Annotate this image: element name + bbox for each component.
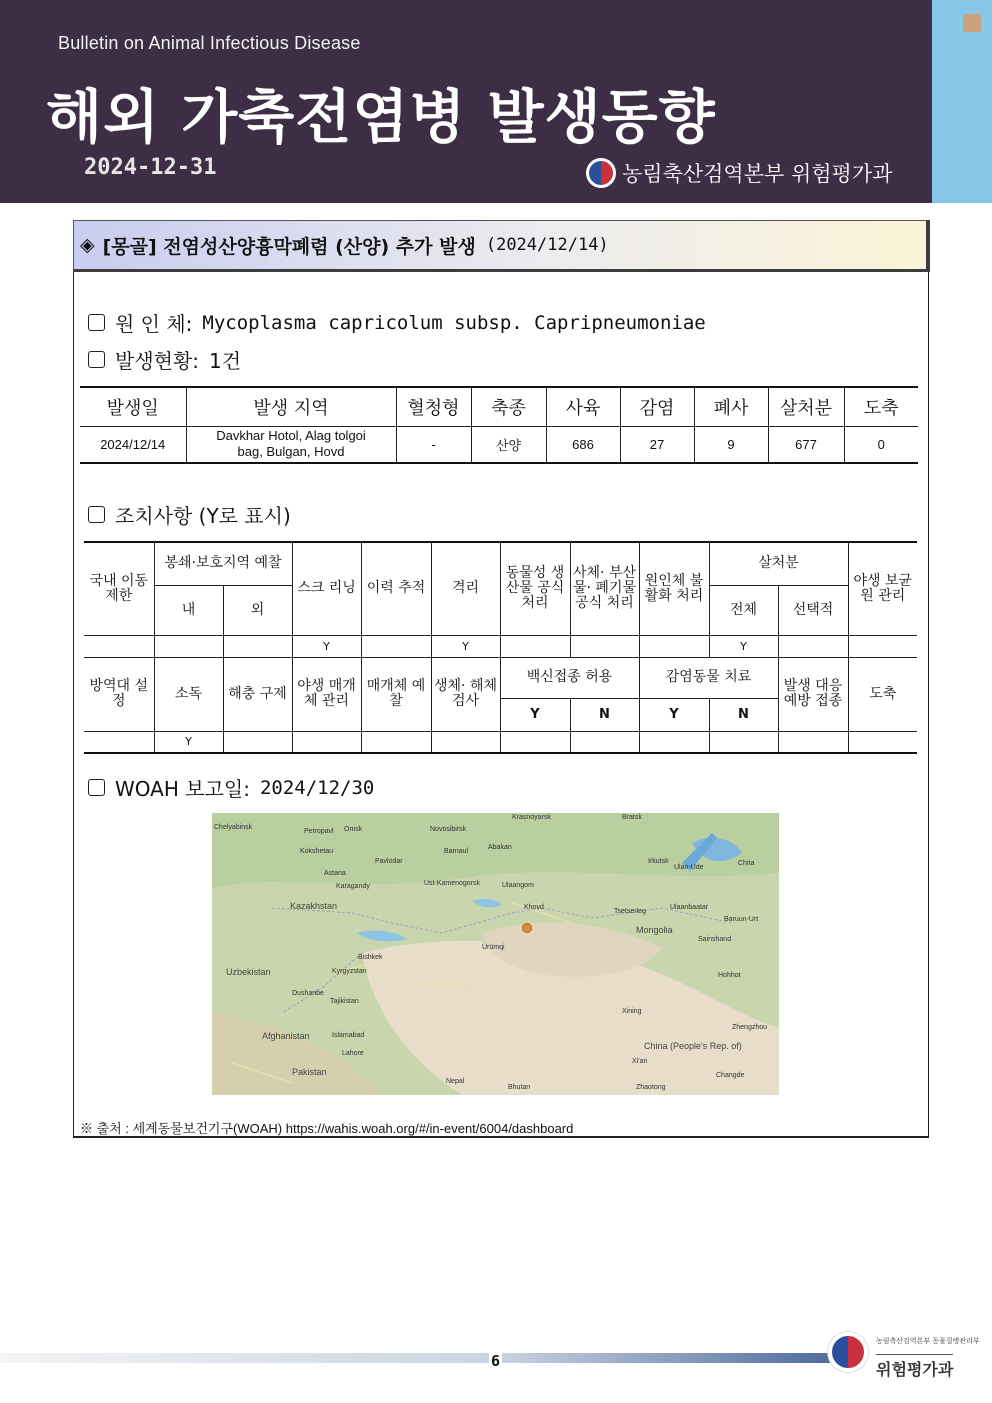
measure-value <box>223 731 292 753</box>
measure-header: 소독 <box>154 657 223 731</box>
measure-value <box>778 731 848 753</box>
table-header-cell: 살처분 <box>768 387 844 426</box>
map-label: Zhaotong <box>636 1084 666 1091</box>
measure-value <box>639 731 709 753</box>
measure-header: 사체· 부산물· 폐기물 공식 처리 <box>570 542 639 635</box>
measure-header: 매개체 예찰 <box>361 657 431 731</box>
map-label: Zhengzhou <box>732 1024 768 1031</box>
header-org <box>586 158 892 188</box>
map-label: Ulaanbaatar <box>670 904 709 911</box>
measure-header: 격리 <box>431 542 500 635</box>
measure-value <box>709 731 778 753</box>
measure-value <box>223 635 292 657</box>
measure-subheader: 전체 <box>709 585 778 635</box>
table-cell: - <box>396 426 471 463</box>
status-value: 1건 <box>209 349 242 373</box>
measure-header: 발생 대응 예방 접종 <box>778 657 848 731</box>
map-label: Chelyabinsk <box>214 824 253 831</box>
measure-subheader: 외 <box>223 585 292 635</box>
checkbox-icon <box>88 351 105 368</box>
map-label: Pavlodar <box>375 858 403 865</box>
measure-header: 동물성 생산물 공식 처리 <box>500 542 570 635</box>
map-label: Ulaangom <box>502 882 534 889</box>
report-label: WOAH 보고일: <box>115 777 250 801</box>
measure-value <box>361 635 431 657</box>
measure-subheader: Y <box>639 698 709 731</box>
measure-header: 이력 추적 <box>361 542 431 635</box>
report-line <box>88 773 374 802</box>
measure-subheader: N <box>570 698 639 731</box>
map-label: Ürümqi <box>482 944 505 951</box>
measure-header: 야생 보균원 관리 <box>848 542 917 635</box>
map-label: Bratsk <box>622 814 642 821</box>
measures-value-row <box>84 635 917 657</box>
report-value: 2024/12/30 <box>259 776 375 799</box>
measure-header: 야생 매개체 관리 <box>292 657 361 731</box>
measure-value <box>84 731 154 753</box>
map-label: Xining <box>622 1008 642 1015</box>
table-header-cell: 축종 <box>471 387 546 426</box>
cause-value: Mycoplasma capricolum subsp. Capripneumoniae <box>202 311 706 334</box>
outbreak-location-marker[interactable] <box>523 924 532 933</box>
section-title: [몽골] 전염성산양흉막폐렴 (산양) 추가 발생 <box>102 235 476 258</box>
measure-value <box>84 635 154 657</box>
table-row <box>80 426 918 463</box>
cause-label: 원 인 체: <box>115 312 193 336</box>
map-label: Abakan <box>488 844 512 851</box>
checkbox-icon <box>88 506 105 523</box>
map-label: Uzbekistan <box>226 967 271 977</box>
map-label: Kyrgyzstan <box>332 968 367 975</box>
measure-header: 감염동물 치료 <box>639 657 778 698</box>
measure-subheader: 내 <box>154 585 223 635</box>
measure-header: 생체· 해체 검사 <box>431 657 500 731</box>
measure-value <box>292 731 361 753</box>
map-label: Kokshetau <box>300 848 334 855</box>
checkbox-icon <box>88 314 105 331</box>
table-header-cell: 혈청형 <box>396 387 471 426</box>
table-cell: 27 <box>620 426 694 463</box>
measure-header: 방역대 설정 <box>84 657 154 731</box>
measure-value <box>778 635 848 657</box>
map-label: Islamabad <box>332 1032 365 1039</box>
map-label: Astana <box>324 870 346 877</box>
map-label: Nepal <box>446 1078 465 1085</box>
page-title: 해외 가축전염병 발생동향 <box>46 83 716 151</box>
measure-value <box>154 635 223 657</box>
measure-value: Y <box>431 635 500 657</box>
map-label: Hohhot <box>718 972 741 979</box>
measure-value <box>848 731 917 753</box>
status-line <box>88 345 241 374</box>
table-cell: 686 <box>546 426 620 463</box>
map-label: Karagandy <box>336 883 370 890</box>
measure-header: 원인체 불활화 처리 <box>639 542 709 635</box>
map-label: Ulan-Ude <box>674 864 704 871</box>
table-cell: 0 <box>844 426 918 463</box>
measure-value: Y <box>154 731 223 753</box>
map-label: Ust-Kamenogorsk <box>424 880 481 887</box>
table-header-cell: 발생 지역 <box>186 387 396 426</box>
measure-subheader: N <box>709 698 778 731</box>
map-label: Omsk <box>344 826 363 833</box>
map-label: Barnaul <box>444 848 469 855</box>
map-label: Chita <box>738 860 755 867</box>
outbreak-table <box>80 386 918 464</box>
map-label: Changde <box>716 1072 745 1079</box>
page-number: 6 <box>491 1352 501 1370</box>
taegeuk-logo-icon <box>828 1332 868 1372</box>
measure-value: Y <box>709 635 778 657</box>
header-date: 2024-12-31 <box>84 155 217 180</box>
measure-value <box>570 731 639 753</box>
header-side-square <box>963 14 981 32</box>
measure-header: 백신접종 허용 <box>500 657 639 698</box>
footer-org-small: 농림축산검역본부 동물질병관리부 <box>876 1337 980 1345</box>
table-header-cell: 폐사 <box>694 387 768 426</box>
measure-header: 봉쇄·보호지역 예찰 <box>154 542 292 585</box>
measure-subheader: Y <box>500 698 570 731</box>
header-org-name: 농림축산검역본부 위험평가과 <box>622 162 893 186</box>
measures-header-row <box>84 542 917 585</box>
table-cell: 9 <box>694 426 768 463</box>
map-label: Kazakhstan <box>290 901 338 911</box>
section-title-bar <box>73 220 930 272</box>
map-label: China (People's Rep. of) <box>644 1041 742 1051</box>
header-subtitle: Bulletin on Animal Infectious Disease <box>58 33 361 53</box>
section-date: (2024/12/14) <box>485 235 609 255</box>
measure-value <box>500 635 570 657</box>
measure-header: 국내 이동 제한 <box>84 542 154 635</box>
map-label: Tajikistan <box>330 998 359 1005</box>
map-canvas <box>212 813 779 1095</box>
map-label: Dushanbe <box>292 990 324 997</box>
map-label: Irkutsk <box>648 858 669 865</box>
table-cell: 2024/12/14 <box>80 426 186 463</box>
measure-value <box>570 635 639 657</box>
table-header-cell: 감염 <box>620 387 694 426</box>
map-label: Baruun-Urt <box>724 916 759 923</box>
measure-header: 해충 구제 <box>223 657 292 731</box>
map-label: Xi'an <box>632 1058 648 1065</box>
section-marker: ◈ <box>80 234 95 256</box>
map-label: Mongolia <box>636 925 673 935</box>
checkbox-icon <box>88 779 105 796</box>
taegeuk-emblem-icon <box>586 158 616 188</box>
measure-subheader: 선택적 <box>778 585 848 635</box>
footer-line <box>0 1353 835 1363</box>
table-cell: Davkhar Hotol, Alag tolgoi bag, Bulgan, Hovd <box>186 426 396 463</box>
measure-value <box>361 731 431 753</box>
measure-value <box>848 635 917 657</box>
source-note: ※ 출처 : 세계동물보건기구(WOAH) https://wahis.woah.org/#/in-event/6004/dashboard <box>80 1121 574 1136</box>
measure-value <box>639 635 709 657</box>
measure-header: 스크 리닝 <box>292 542 361 635</box>
map-label: Sainshand <box>698 936 732 943</box>
measure-value <box>431 731 500 753</box>
table-header-row <box>80 387 918 426</box>
measure-header: 살처분 <box>709 542 848 585</box>
table-header-cell: 발생일 <box>80 387 186 426</box>
map-label: Bishkek <box>358 954 383 961</box>
cause-line <box>88 308 706 337</box>
table-header-cell: 사육 <box>546 387 620 426</box>
status-label: 발생현황: <box>115 349 200 373</box>
measures-label: 조치사항 (Y로 표시) <box>115 504 291 528</box>
map-label: Lahore <box>342 1050 364 1057</box>
map-label: Khovd <box>524 904 544 911</box>
measure-value <box>500 731 570 753</box>
map-label: Bhutan <box>508 1084 531 1091</box>
measures-value-row-2 <box>84 731 917 753</box>
measures-table <box>84 541 917 754</box>
outbreak-map[interactable] <box>212 813 779 1095</box>
map-label: Krasnoyarsk <box>512 814 551 821</box>
measure-header: 도축 <box>848 657 917 731</box>
map-label: Afghanistan <box>262 1031 310 1041</box>
table-header-cell: 도축 <box>844 387 918 426</box>
map-label: Petropavl <box>304 828 334 835</box>
measure-value: Y <box>292 635 361 657</box>
header-side-accent <box>932 0 992 203</box>
measures-line <box>88 500 291 529</box>
measures-header-row-2 <box>84 657 917 698</box>
map-label: Tsetserleg <box>614 908 646 915</box>
table-cell: 677 <box>768 426 844 463</box>
map-label: Novosibirsk <box>430 826 467 833</box>
map-label: Pakistan <box>292 1067 327 1077</box>
table-cell: 산양 <box>471 426 546 463</box>
footer-org-big: 위험평가과 <box>876 1354 953 1380</box>
